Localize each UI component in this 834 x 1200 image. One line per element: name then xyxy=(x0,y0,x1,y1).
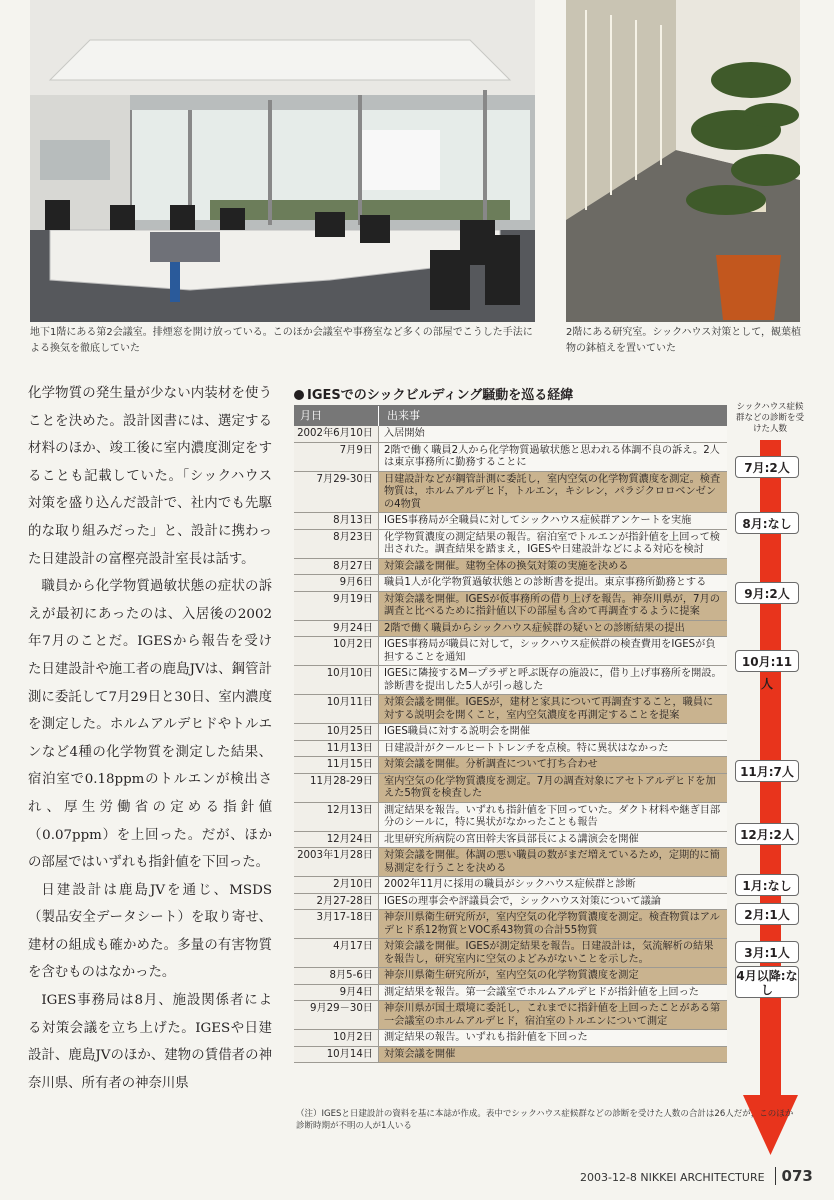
timeline-event: IGES事務局が職員に対して，シックハウス症候群の検査費用をIGESが負担することを通知 xyxy=(378,637,727,665)
diagnosis-count-badge: 12月:2人 xyxy=(735,823,799,845)
timeline-arrow xyxy=(743,440,798,1155)
timeline-date: 8月23日 xyxy=(294,530,378,558)
timeline-row xyxy=(294,877,727,894)
timeline-date: 11月28-29日 xyxy=(294,774,378,802)
timeline-title-text: IGESでのシックビルディング騒動を巡る経緯 xyxy=(307,388,574,403)
conference-room-photo xyxy=(30,0,535,322)
timeline-date: 9月19日 xyxy=(294,592,378,620)
timeline-date: 9月29－30日 xyxy=(294,1001,378,1029)
timeline-event: 対策会議を開催。IGESが，建材と家具について再調査すること，職員に対する説明会を開くこと，室内空気濃度を再測定することを提案 xyxy=(378,695,727,723)
timeline-date: 10月2日 xyxy=(294,1030,378,1046)
timeline-event: 対策会議を開催 xyxy=(378,1047,727,1063)
article-paragraph: IGES事務局は8月、施設関係者による対策会議を立ち上げた。IGESや日建設計、鹿島JVのほか、建物の賃借者の神奈川県、所有者の神奈川県 xyxy=(28,993,272,1091)
timeline-date: 7月9日 xyxy=(294,443,378,471)
timeline-date: 8月13日 xyxy=(294,513,378,529)
timeline-row xyxy=(294,559,727,576)
timeline-row xyxy=(294,985,727,1002)
timeline-row xyxy=(294,968,727,985)
article-paragraph: 日建設計は鹿島JVを通じ、MSDS（製品安全データシート）を取り寄せ、建材の組成も確かめた。多量の有害物質を含むものはなかった。 xyxy=(28,882,272,981)
timeline-row xyxy=(294,894,727,911)
timeline-event: 職員1人が化学物質過敏状態との診断書を提出。東京事務所勤務とする xyxy=(378,575,727,591)
timeline-event: 2階で働く職員からシックハウス症候群の疑いとの診断結果の提出 xyxy=(378,621,727,637)
timeline-row xyxy=(294,757,727,774)
timeline-row xyxy=(294,848,727,877)
timeline-row xyxy=(294,695,727,724)
timeline-row xyxy=(294,575,727,592)
timeline-date: 9月6日 xyxy=(294,575,378,591)
timeline-date: 8月27日 xyxy=(294,559,378,575)
table-note: （注）IGESと日建設計の資料を基に本誌が作成。表中でシックハウス症候群などの診断を受けた人数の合計は26人だが，このほか診断時期が不明の人が1人いる xyxy=(296,1109,794,1131)
timeline-row xyxy=(294,910,727,939)
timeline-row xyxy=(294,1030,727,1047)
timeline-event: 室内空気の化学物質濃度を測定。7月の調査対象にアセトアルデヒドを加えた5物質を検査した xyxy=(378,774,727,802)
timeline-event: 対策会議を開催。建物全体の換気対策の実施を決める xyxy=(378,559,727,575)
timeline-event: 測定結果を報告。第一会議室でホルムアルデヒドが指針値を上回った xyxy=(378,985,727,1001)
timeline-date: 12月13日 xyxy=(294,803,378,831)
timeline-event: 入居開始 xyxy=(378,426,727,442)
diagnosis-count-badge: 1月:なし xyxy=(735,874,799,896)
diagnosis-count-badge: 7月:2人 xyxy=(735,456,799,478)
timeline-row xyxy=(294,443,727,472)
timeline-event: IGES職員に対する説明会を開催 xyxy=(378,724,727,740)
diagnosis-count-badge: 8月:なし xyxy=(735,512,799,534)
diagnosis-count-badge: 9月:2人 xyxy=(735,582,799,604)
timeline-date: 2002年6月10日 xyxy=(294,426,378,442)
timeline-date: 2月10日 xyxy=(294,877,378,893)
timeline-row xyxy=(294,832,727,849)
timeline-row xyxy=(294,426,727,443)
article-paragraph: 職員から化学物質過敏状態の症状の訴えが最初にあったのは、入居後の2002年7月のことだ。IGESから報告を受けた日建設計や施工者の鹿島JVは、鋼管計測に委託して7月29日と30日、室内濃度を測定した。ホルムアルデヒドやトルエンなど4種の化学物質を測定した結果、宿泊室で0.18ppmのトルエンが検出され、厚生労働省の定める指針値（0.07ppm）を上回った。だが、ほかの部屋ではいずれも指針値を下回った。 xyxy=(28,579,272,871)
timeline-date: 10月11日 xyxy=(294,695,378,723)
timeline-event: 北里研究所病院の宮田幹夫客員部長による講演会を開催 xyxy=(378,832,727,848)
timeline-event: IGES事務局が全職員に対してシックハウス症候群アンケートを実施 xyxy=(378,513,727,529)
diagnosis-count-badge: 3月:1人 xyxy=(735,941,799,963)
timeline-row xyxy=(294,741,727,758)
timeline-date: 12月24日 xyxy=(294,832,378,848)
timeline-event: 化学物質濃度の測定結果の報告。宿泊室でトルエンが指針値を上回って検出された。調査結果を踏まえ，IGESや日建設計などによる対応を検討 xyxy=(378,530,727,558)
timeline-event: 対策会議を開催。体調の悪い職員の数がまだ増えているため，定期的に簡易測定を行うことを決める xyxy=(378,848,727,876)
diagnosis-count-badge: 2月:1人 xyxy=(735,903,799,925)
timeline-date: 3月17-18日 xyxy=(294,910,378,938)
timeline-row xyxy=(294,1047,727,1064)
timeline-event: 日建設計などが鋼管計測に委託し，室内空気の化学物質濃度を測定。検査物質は，ホルムアルデヒド，トルエン，キシレン，パラジクロロベンゼンの4物質 xyxy=(378,472,727,513)
diagnosis-count-header: シックハウス症候群などの診断を受けた人数 xyxy=(735,402,804,434)
timeline-date: 8月5-6日 xyxy=(294,968,378,984)
col-event-header: 出来事 xyxy=(378,406,727,426)
timeline-date: 2月27-28日 xyxy=(294,894,378,910)
article-paragraph: 化学物質の発生量が少ない内装材を使うことを決めた。設計図書には、選定する材料のほか、竣工後に室内濃度測定をすることも記載していた。「シックハウス対策を盛り込んだ設計で、社内でも先駆的な取り組みだった」と、設計に携わった日建設計の富樫亮設計室長は話す。 xyxy=(28,386,272,567)
timeline-date: 10月14日 xyxy=(294,1047,378,1063)
timeline-row xyxy=(294,592,727,621)
diagnosis-count-badge: 4月以降:なし xyxy=(735,966,799,998)
timeline-date: 9月24日 xyxy=(294,621,378,637)
timeline-row xyxy=(294,774,727,803)
timeline-date: 11月15日 xyxy=(294,757,378,773)
timeline-date: 7月29-30日 xyxy=(294,472,378,513)
timeline-event: 測定結果の報告。いずれも指針値を下回った xyxy=(378,1030,727,1046)
lab-photo xyxy=(566,0,800,322)
timeline-event: 対策会議を開催。分析調査について打ち合わせ xyxy=(378,757,727,773)
timeline-event: IGESに隣接するMープラザと呼ぶ既存の施設に，借り上げ事務所を開設。診断書を提出した5人が引っ越した xyxy=(378,666,727,694)
timeline-row xyxy=(294,621,727,638)
timeline-date: 2003年1月28日 xyxy=(294,848,378,876)
timeline-row xyxy=(294,666,727,695)
timeline-event: 対策会議を開催。IGESが仮事務所の借り上げを報告。神奈川県が，7月の調査と比べるために指針値以下の部屋も含めて再調査するように提案 xyxy=(378,592,727,620)
timeline-date: 10月25日 xyxy=(294,724,378,740)
timeline-title xyxy=(294,384,573,403)
timeline-row xyxy=(294,530,727,559)
timeline-event: 神奈川県衛生研究所が，室内空気の化学物質濃度を測定 xyxy=(378,968,727,984)
timeline-event: IGESの理事会や評議員会で，シックハウス対策について議論 xyxy=(378,894,727,910)
timeline-event: 2002年11月に採用の職員がシックハウス症候群と診断 xyxy=(378,877,727,893)
timeline-event: 2階で働く職員2人から化学物質過敏状態と思われる体調不良の訴え。2人は東京事務所に勤務することに xyxy=(378,443,727,471)
timeline-header xyxy=(294,406,727,426)
timeline-event: 対策会議を開催。IGESが測定結果を報告。日建設計は，気流解析の結果を報告し，研究室内に空気のよどみがないことを示した。 xyxy=(378,939,727,967)
timeline-row xyxy=(294,1001,727,1030)
timeline-row xyxy=(294,513,727,530)
right-photo-caption: 2階にある研究室。シックハウス対策として，観葉植物の鉢植えを置いていた xyxy=(566,327,802,354)
page-number: 073 xyxy=(775,1167,813,1185)
issue-label: 2003-12-8 NIKKEI ARCHITECTURE xyxy=(580,1171,765,1184)
timeline-date: 10月2日 xyxy=(294,637,378,665)
timeline-date: 9月4日 xyxy=(294,985,378,1001)
timeline-event: 日建設計がクールヒートトレンチを点検。特に異状はなかった xyxy=(378,741,727,757)
timeline-event: 神奈川県衛生研究所が，室内空気の化学物質濃度を測定。検査物質はアルデヒド系12物質とVOC系43物質の合計55物質 xyxy=(378,910,727,938)
diagnosis-count-badge: 10月:11人 xyxy=(735,650,799,672)
page-footer xyxy=(580,1167,813,1185)
timeline-row xyxy=(294,724,727,741)
timeline-event: 神奈川県が国土環境に委託し，これまでに指針値を上回ったことがある第一会議室のホルムアルデヒド，宿泊室のトルエンについて測定 xyxy=(378,1001,727,1029)
timeline-row xyxy=(294,637,727,666)
left-photo-caption: 地下1階にある第2会議室。排煙窓を開け放っている。このほか会議室や事務室など多くの部屋でこうした手法による換気を徹底していた xyxy=(30,327,533,354)
diagnosis-count-badge: 11月:7人 xyxy=(735,760,799,782)
bullet-dot xyxy=(294,390,304,400)
timeline-row xyxy=(294,803,727,832)
timeline-date: 10月10日 xyxy=(294,666,378,694)
article-body xyxy=(28,380,272,1097)
timeline-date: 4月17日 xyxy=(294,939,378,967)
timeline-row xyxy=(294,939,727,968)
timeline-table xyxy=(294,405,727,1063)
timeline-date: 11月13日 xyxy=(294,741,378,757)
timeline-event: 測定結果を報告。いずれも指針値を下回っていた。ダクト材料や継ぎ目部分のシールに，特に異状がなかったことも報告 xyxy=(378,803,727,831)
timeline-row xyxy=(294,472,727,514)
col-date-header: 月日 xyxy=(300,409,322,422)
